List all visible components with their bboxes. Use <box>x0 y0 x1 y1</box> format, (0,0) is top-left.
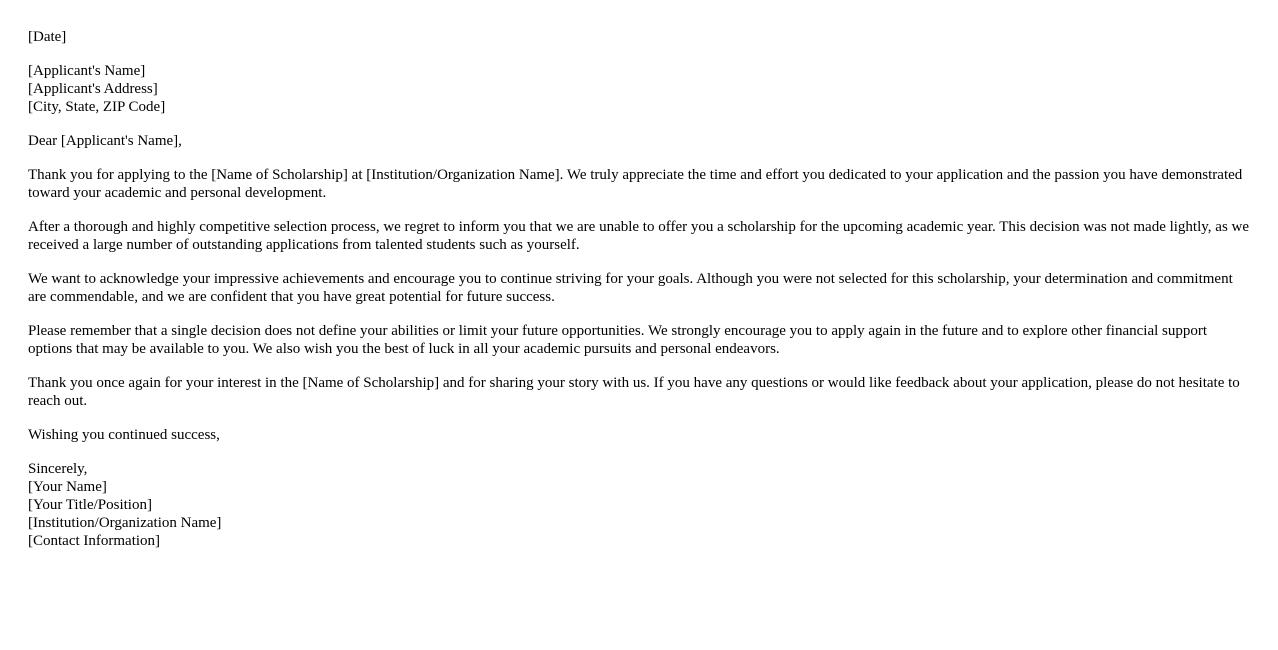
body-paragraph-5: Thank you once again for your interest in the [Name of Scholarship] and for sharing your story with us. If you have any questions or would like feedback about your application, please do not hesitate to reach out. <box>28 375 1240 409</box>
recipient-address: [Applicant's Address] <box>28 81 158 97</box>
body-paragraph-4: Please remember that a single decision does not define your abilities or limit your future opportunities. We strongly encourage you to apply again in the future and to explore other financial support options that may be available to you. We also wish you the best of luck in all your academic pursuits and personal endeavors. <box>28 323 1208 357</box>
letter-body <box>28 28 1250 566</box>
recipient-name: [Applicant's Name] <box>28 63 146 79</box>
closing-wish-block <box>28 426 1250 444</box>
letter-date: [Date] <box>28 29 67 45</box>
body-paragraph-3: We want to acknowledge your impressive achievements and encourage you to continue striving for your goals. Although you were not selected for this scholarship, your determination and commitment are commendable, and we are confident that you have great potential for future success. <box>28 271 1233 305</box>
salutation: Dear [Applicant's Name], <box>28 133 182 149</box>
sender-title: [Your Title/Position] <box>28 497 152 513</box>
signoff: Sincerely, <box>28 461 88 477</box>
body-paragraph-2: After a thorough and highly competitive selection process, we regret to inform you that we are unable to offer you a scholarship for the upcoming academic year. This decision was not made lightly, as we received a large number of outstanding applications from talented students such as yourself. <box>28 219 1250 253</box>
sender-name: [Your Name] <box>28 479 107 495</box>
signature-block <box>28 460 1250 550</box>
recipient-city-state-zip: [City, State, ZIP Code] <box>28 99 166 115</box>
salutation-block <box>28 132 1250 150</box>
date-block <box>28 28 1250 46</box>
recipient-address-block <box>28 62 1250 116</box>
body-paragraph-1: Thank you for applying to the [Name of Scholarship] at [Institution/Organization Name]. We truly appreciate the time and effort you dedicated to your application and the passion you have demonstrated toward your academic and personal development. <box>28 167 1243 201</box>
sender-organization: [Institution/Organization Name] <box>28 515 222 531</box>
sender-contact: [Contact Information] <box>28 533 161 549</box>
closing-wish: Wishing you continued success, <box>28 427 220 443</box>
